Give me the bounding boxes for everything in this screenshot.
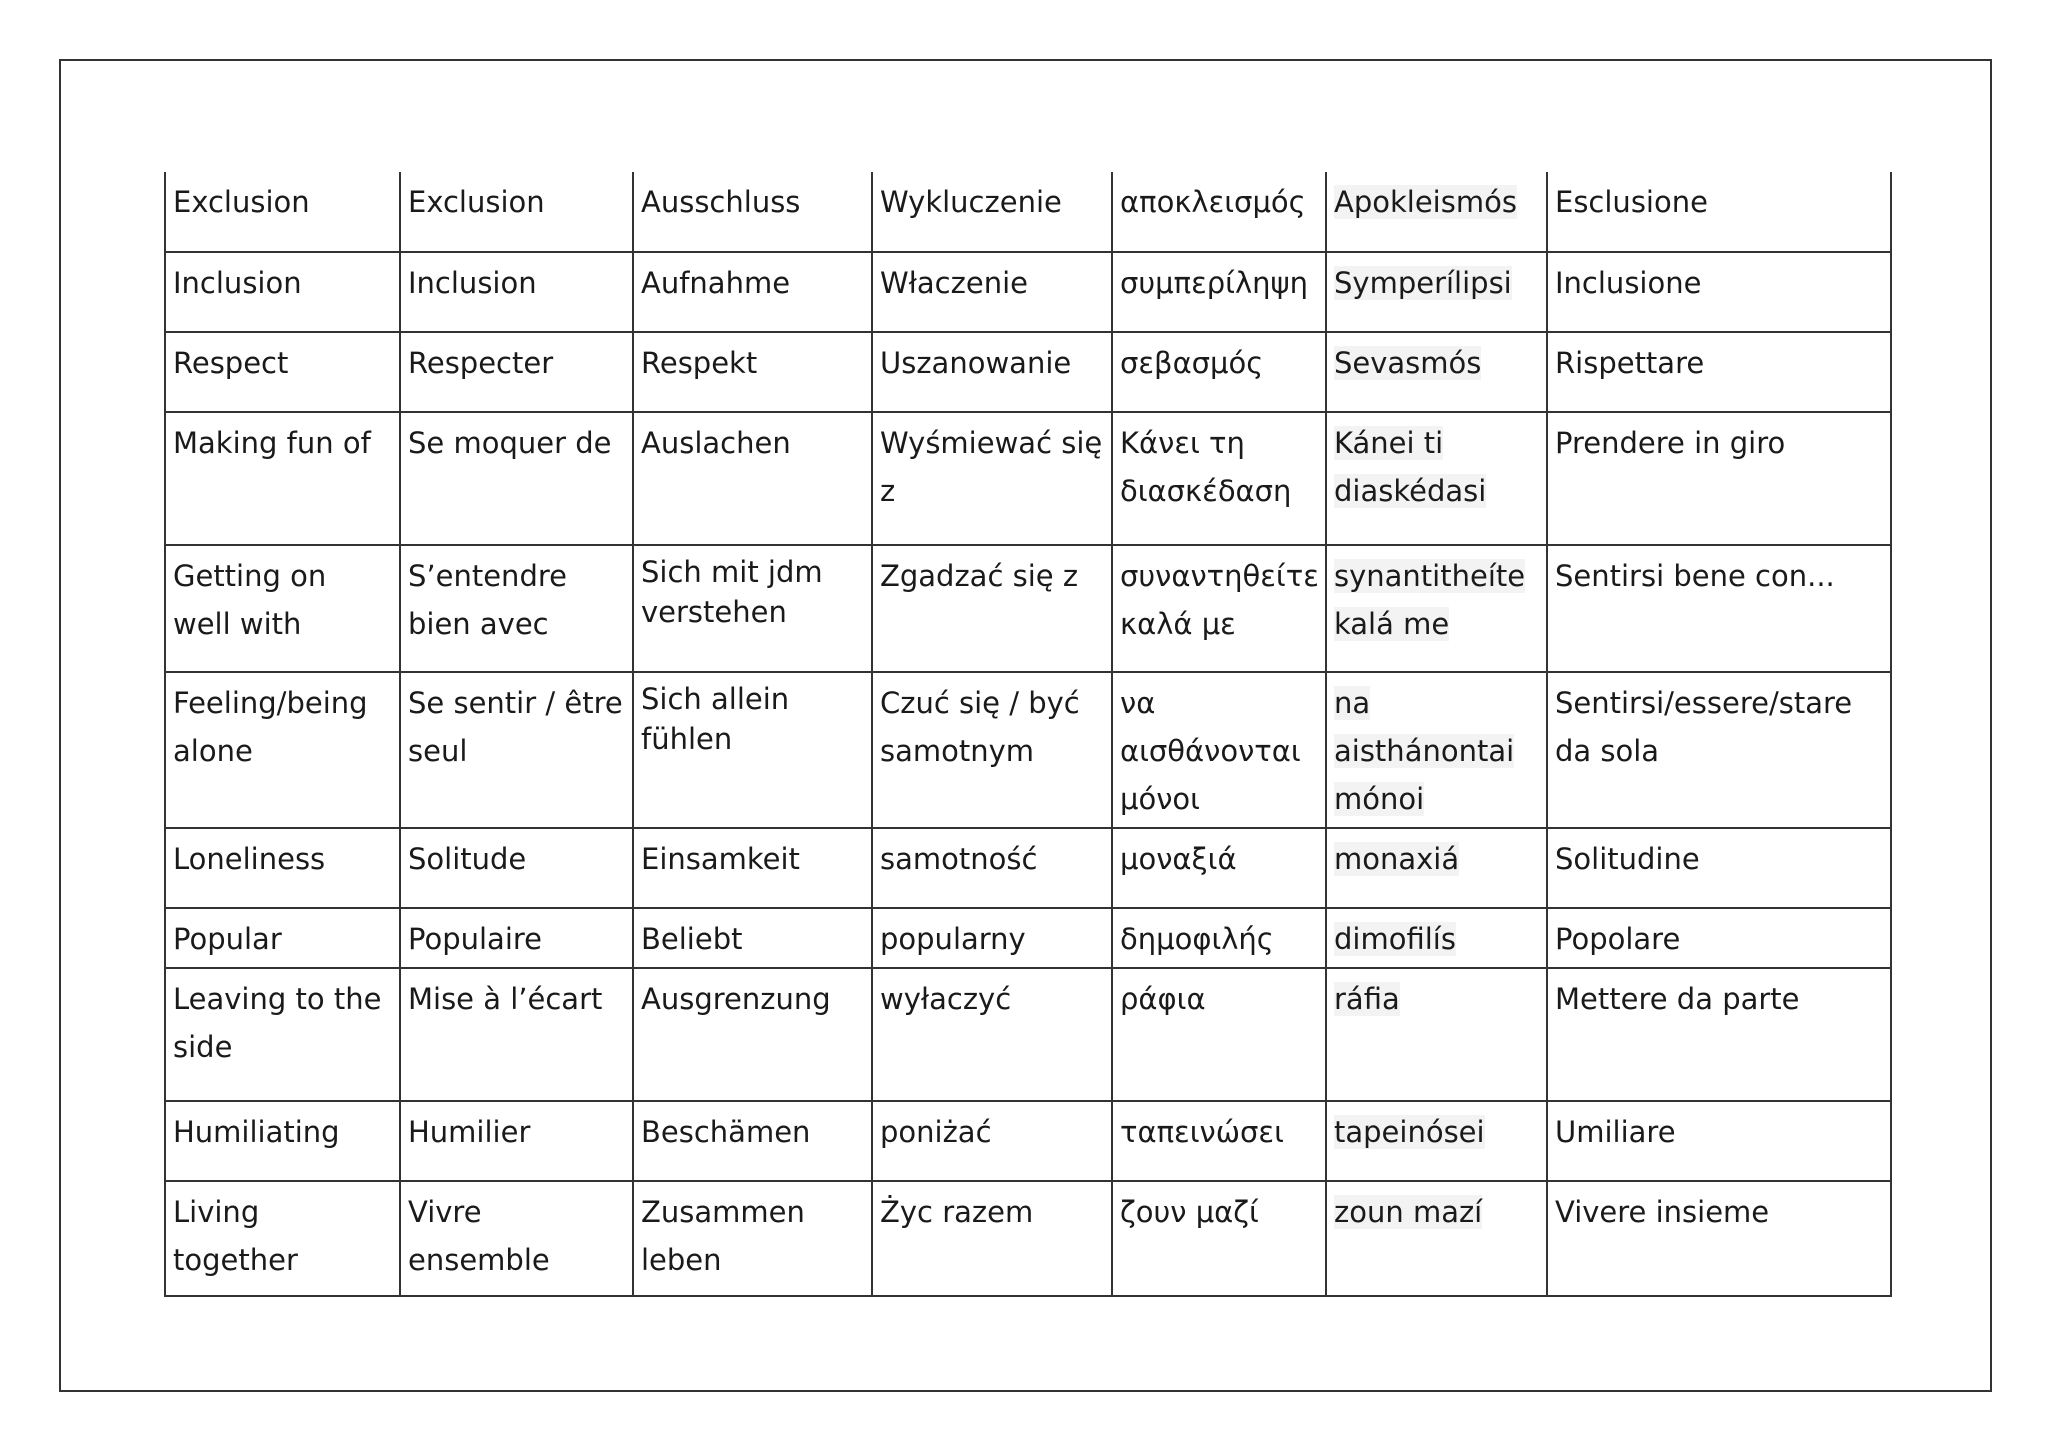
cell-greek-transliteration: [1326, 545, 1547, 672]
cell-french: [400, 172, 633, 252]
cell-text: samotność: [880, 842, 1038, 876]
cell-greek-transliteration: [1326, 172, 1547, 252]
cell-text: Feeling/being alone: [173, 686, 368, 768]
cell-text: συναντηθείτε καλά με: [1120, 559, 1319, 641]
cell-german: [633, 252, 872, 332]
table-row: [165, 252, 1891, 332]
cell-french: [400, 1101, 633, 1181]
cell-text: Exclusion: [408, 185, 545, 219]
table-row: [165, 908, 1891, 968]
cell-text: Symperílipsi: [1334, 266, 1512, 300]
cell-text: Zusammen leben: [641, 1195, 805, 1277]
cell-english: [165, 332, 400, 412]
cell-greek: [1112, 1101, 1326, 1181]
cell-text: Umiliare: [1555, 1115, 1676, 1149]
cell-text: Rispettare: [1555, 346, 1705, 380]
cell-greek: [1112, 908, 1326, 968]
cell-text: Getting on well with: [173, 559, 327, 641]
cell-text: Making fun of: [173, 426, 371, 460]
cell-text: Mise à l’écart: [408, 982, 603, 1016]
cell-text: Kánei ti diaskédasi: [1334, 426, 1487, 508]
cell-text: Leaving to the side: [173, 982, 382, 1064]
cell-text: Vivre ensemble: [408, 1195, 550, 1277]
cell-text: να αισθάνονται μόνοι: [1120, 686, 1301, 816]
cell-greek-transliteration: [1326, 1101, 1547, 1181]
cell-polish: [872, 1181, 1112, 1296]
cell-text: dimofilís: [1334, 922, 1456, 956]
cell-text: μοναξιά: [1120, 842, 1237, 876]
cell-english: [165, 172, 400, 252]
cell-text: Exclusion: [173, 185, 310, 219]
cell-greek: [1112, 172, 1326, 252]
cell-text: Solitudine: [1555, 842, 1700, 876]
table-row: [165, 412, 1891, 545]
cell-german: [633, 412, 872, 545]
cell-greek-transliteration: [1326, 332, 1547, 412]
cell-text: popularny: [880, 922, 1026, 956]
cell-polish: [872, 412, 1112, 545]
cell-text: Κάνει τη διασκέδαση: [1120, 426, 1292, 508]
cell-text: Apokleismós: [1334, 185, 1517, 219]
cell-text: Loneliness: [173, 842, 326, 876]
cell-text: Prendere in giro: [1555, 426, 1786, 460]
cell-french: [400, 332, 633, 412]
cell-text: Sich mit jdm verstehen: [641, 555, 823, 629]
cell-text: ράφια: [1120, 982, 1206, 1016]
cell-italian: [1547, 545, 1891, 672]
cell-text: ζουν μαζί: [1120, 1195, 1259, 1229]
cell-english: [165, 1181, 400, 1296]
cell-greek: [1112, 252, 1326, 332]
cell-greek-transliteration: [1326, 412, 1547, 545]
cell-french: [400, 672, 633, 828]
cell-text: poniżać: [880, 1115, 992, 1149]
cell-text: ráfia: [1334, 982, 1400, 1016]
cell-text: Beliebt: [641, 922, 743, 956]
cell-text: σεβασμός: [1120, 346, 1264, 380]
cell-english: [165, 672, 400, 828]
vocabulary-table: [164, 172, 1892, 1297]
cell-polish: [872, 1101, 1112, 1181]
cell-text: Einsamkeit: [641, 842, 800, 876]
table-row: [165, 672, 1891, 828]
cell-german: [633, 908, 872, 968]
cell-italian: [1547, 908, 1891, 968]
cell-text: na aisthánontai mónoi: [1334, 686, 1515, 816]
cell-text: S’entendre bien avec: [408, 559, 567, 641]
cell-text: Wykluczenie: [880, 185, 1062, 219]
cell-text: Uszanowanie: [880, 346, 1072, 380]
cell-text: Vivere insieme: [1555, 1195, 1770, 1229]
cell-text: Popolare: [1555, 922, 1681, 956]
cell-text: Wyśmiewać się z: [880, 426, 1103, 508]
cell-polish: [872, 545, 1112, 672]
cell-italian: [1547, 412, 1891, 545]
cell-english: [165, 968, 400, 1101]
cell-greek: [1112, 672, 1326, 828]
cell-french: [400, 968, 633, 1101]
cell-text: Esclusione: [1555, 185, 1708, 219]
cell-text: Respecter: [408, 346, 554, 380]
table-row: [165, 1181, 1891, 1296]
cell-text: tapeinósei: [1334, 1115, 1485, 1149]
table-row: [165, 968, 1891, 1101]
cell-text: Czuć się / być samotnym: [880, 686, 1080, 768]
cell-greek-transliteration: [1326, 1181, 1547, 1296]
cell-english: [165, 1101, 400, 1181]
cell-text: Życ razem: [880, 1195, 1034, 1229]
cell-text: Populaire: [408, 922, 542, 956]
cell-text: Humilier: [408, 1115, 531, 1149]
table-body: [165, 172, 1891, 1296]
cell-greek: [1112, 828, 1326, 908]
cell-french: [400, 545, 633, 672]
cell-text: ταπεινώσει: [1120, 1115, 1284, 1149]
cell-polish: [872, 172, 1112, 252]
cell-text: Beschämen: [641, 1115, 811, 1149]
cell-italian: [1547, 172, 1891, 252]
cell-text: Inclusione: [1555, 266, 1702, 300]
cell-text: Solitude: [408, 842, 527, 876]
cell-text: Inclusion: [173, 266, 302, 300]
cell-text: Sevasmós: [1334, 346, 1482, 380]
cell-text: συμπερίληψη: [1120, 266, 1309, 300]
cell-text: monaxiá: [1334, 842, 1460, 876]
cell-polish: [872, 332, 1112, 412]
cell-polish: [872, 672, 1112, 828]
cell-greek: [1112, 412, 1326, 545]
cell-english: [165, 828, 400, 908]
cell-greek: [1112, 545, 1326, 672]
cell-german: [633, 545, 872, 672]
cell-greek: [1112, 968, 1326, 1101]
cell-text: Popular: [173, 922, 282, 956]
cell-text: Aufnahme: [641, 266, 791, 300]
cell-italian: [1547, 1101, 1891, 1181]
cell-text: Zgadzać się z: [880, 559, 1079, 593]
cell-greek: [1112, 332, 1326, 412]
cell-greek: [1112, 1181, 1326, 1296]
cell-text: wyłaczyć: [880, 982, 1012, 1016]
table-row: [165, 1101, 1891, 1181]
cell-italian: [1547, 672, 1891, 828]
cell-text: Respect: [173, 346, 289, 380]
cell-german: [633, 172, 872, 252]
cell-text: Sentirsi/essere/stare da sola: [1555, 686, 1853, 768]
cell-english: [165, 252, 400, 332]
cell-german: [633, 968, 872, 1101]
cell-french: [400, 412, 633, 545]
cell-text: Se moquer de: [408, 426, 612, 460]
table-row: [165, 545, 1891, 672]
cell-french: [400, 908, 633, 968]
cell-german: [633, 332, 872, 412]
cell-text: Living together: [173, 1195, 298, 1277]
cell-polish: [872, 828, 1112, 908]
cell-french: [400, 1181, 633, 1296]
cell-text: Ausgrenzung: [641, 982, 831, 1016]
cell-italian: [1547, 252, 1891, 332]
cell-text: Respekt: [641, 346, 758, 380]
cell-text: Humiliating: [173, 1115, 340, 1149]
cell-text: Auslachen: [641, 426, 791, 460]
cell-text: δημοφιλής: [1120, 922, 1274, 956]
cell-greek-transliteration: [1326, 908, 1547, 968]
cell-german: [633, 1181, 872, 1296]
cell-text: zoun mazí: [1334, 1195, 1483, 1229]
cell-polish: [872, 968, 1112, 1101]
cell-text: αποκλεισμός: [1120, 185, 1306, 219]
cell-italian: [1547, 828, 1891, 908]
table-row: [165, 332, 1891, 412]
cell-text: Sich allein fühlen: [641, 682, 790, 756]
cell-text: Se sentir / être seul: [408, 686, 623, 768]
cell-greek-transliteration: [1326, 828, 1547, 908]
cell-greek-transliteration: [1326, 968, 1547, 1101]
cell-german: [633, 1101, 872, 1181]
cell-french: [400, 252, 633, 332]
cell-text: Ausschluss: [641, 185, 801, 219]
cell-english: [165, 412, 400, 545]
cell-italian: [1547, 332, 1891, 412]
cell-text: Mettere da parte: [1555, 982, 1800, 1016]
cell-greek-transliteration: [1326, 672, 1547, 828]
cell-text: Sentirsi bene con...: [1555, 559, 1835, 593]
cell-italian: [1547, 1181, 1891, 1296]
cell-italian: [1547, 968, 1891, 1101]
cell-text: synantitheíte kalá me: [1334, 559, 1526, 641]
cell-english: [165, 908, 400, 968]
cell-french: [400, 828, 633, 908]
cell-text: Właczenie: [880, 266, 1028, 300]
cell-polish: [872, 252, 1112, 332]
cell-english: [165, 545, 400, 672]
table-row: [165, 172, 1891, 252]
cell-german: [633, 672, 872, 828]
table-row: [165, 828, 1891, 908]
cell-text: Inclusion: [408, 266, 537, 300]
cell-greek-transliteration: [1326, 252, 1547, 332]
cell-german: [633, 828, 872, 908]
cell-polish: [872, 908, 1112, 968]
